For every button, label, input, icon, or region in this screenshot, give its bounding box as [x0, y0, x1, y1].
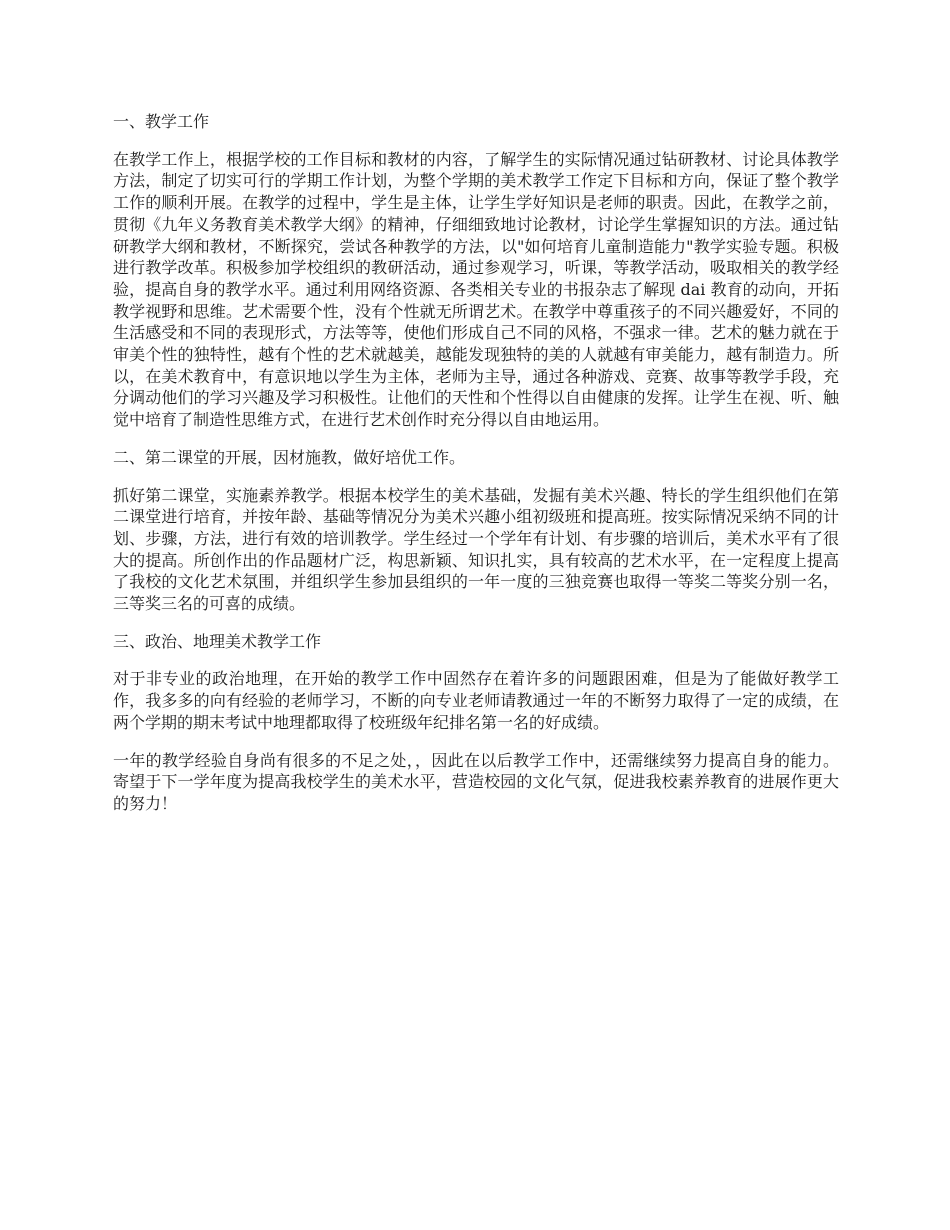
section-heading-politics-geography: 三、政治、地理美术教学工作: [113, 631, 322, 651]
paragraph-politics-geography: 对于非专业的政治地理，在开始的教学工作中固然存在着许多的问题跟困难，但是为了能做好教学工作，我多多的向有经验的老师学习，不断的向专业老师请教通过一年的不断努力取得了一定的成绩，在两个学期的期末考试中地理都取得了校班级年纪排名第一名的好成绩。: [113, 669, 839, 732]
section-heading-teaching: 一、教学工作: [113, 112, 210, 131]
document-page: [113, 111, 839, 831]
paragraph-conclusion: 一年的教学经验自身尚有很多的不足之处，，因此在以后教学工作中，还需继续努力提高自身的能力。寄望于下一学年度为提高我校学生的美术水平，营造校园的文化气氛，促进我校素养教育的进展作更大的努力！: [113, 750, 839, 813]
paragraph-teaching: 在教学工作上，根据学校的工作目标和教材的内容，了解学生的实际情况通过钻研教材、讨论具体教学方法，制定了切实可行的学期工作计划，为整个学期的美术教学工作定下目标和方向，保证了整个教学工作的顺利开展。在教学的过程中，学生是主体，让学生学好知识是老师的职责。因此，在教学之前，贯彻《九年义务教育美术教学大纲》的精神，仔细细致地讨论教材，讨论学生掌握知识的方法。通过钻研教学大纲和教材，不断探究，尝试各种教学的方法，以"如何培育儿童制造能力"教学实验专题。积极进行教学改革。积极参加学校组织的教研活动，通过参观学习，听课，等教学活动，吸取相关的教学经验，提高自身的教学水平。通过利用网络资源、各类相关专业的书报杂志了解现 dai 教育的动向，开拓教学视野和思维。艺术需要个性，没有个性就无所谓艺术。在教学中尊重孩子的不同兴趣爱好，不同的生活感受和不同的表现形式，方法等等，使他们形成自己不同的风格，不强求一律。艺术的魅力就在于审美个性的独特性，越有个性的艺术就越美，越能发现独特的美的人就越有审美能力，越有制造力。所以，在美术教育中，有意识地以学生为主体，老师为主导，通过各种游戏、竞赛、故事等教学手段，充分调动他们的学习兴趣及学习积极性。让他们的天性和个性得以自由健康的发挥。让学生在视、听、触觉中培育了制造性思维方式，在进行艺术创作时充分得以自由地运用。: [113, 149, 839, 430]
section-heading-second-classroom: 二、第二课堂的开展，因材施教，做好培优工作。: [113, 447, 466, 467]
paragraph-second-classroom: 抓好第二课堂，实施素养教学。根据本校学生的美术基础，发掘有美术兴趣、特长的学生组织他们在第二课堂进行培育，并按年龄、基础等情况分为美术兴趣小组初级班和提高班。按实际情况采纳不同的计划、步骤，方法，进行有效的培训教学。学生经过一个学年有计划、有步骤的培训后，美术水平有了很大的提高。所创作出的作品题材广泛，构思新颖、知识扎实，具有较高的艺术水平，在一定程度上提高了我校的文化艺术氛围，并组织学生参加县组织的一年一度的三独竞赛也取得一等奖二等奖分别一名，三等奖三名的可喜的成绩。: [113, 485, 839, 614]
